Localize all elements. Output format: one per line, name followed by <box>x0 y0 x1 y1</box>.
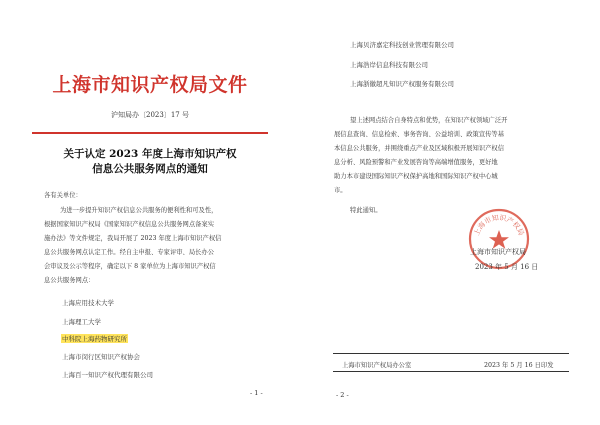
notice-title-line-1: 关于认定 2023 年度上海市知识产权 <box>63 148 237 160</box>
footer-print-date: 2023 年 5 月 16 日印发 <box>484 362 554 369</box>
signature-date: 2023 年 5 月 16 日 <box>475 263 539 271</box>
closing-text: 特此通知。 <box>350 207 382 214</box>
seal-text: 上海市知识产权局 <box>472 213 526 237</box>
official-seal-icon <box>468 208 530 270</box>
footer-office: 上海市知识产权局办公室 <box>342 362 412 369</box>
list-item: 上海市闵行区知识产权协会 <box>62 353 140 361</box>
body-line: 展信息查询、信息检索、事务咨询、公益培训、政策宣传等基 <box>334 131 505 138</box>
body-line: 本信息公共服务，并围绕重点产业及区域积极开展知识产权信 <box>334 145 505 152</box>
list-item: 上海浙徽超凡知识产权服务有限公司 <box>350 80 454 88</box>
list-item: 上海应用技术大学 <box>62 299 114 307</box>
body-line: 息公共服务网点： <box>44 277 95 284</box>
body-line: 根据国家知识产权局《国家知识产权信息公共服务网点备案实 <box>44 221 215 228</box>
body-line: 为进一步提升知识产权信息公共服务的便利性和可及性， <box>60 207 218 214</box>
body-line: 息公共服务网点认定工作。经自主申报、专家评审、局长办公 <box>44 249 215 256</box>
body-line: 息分析、风险预警和产业发展咨询等高端增值服务，更好地 <box>334 159 498 166</box>
body-line: 施办法》等文件规定，我局开展了 2023 年度上海市知识产权信 <box>44 235 222 242</box>
signature-org: 上海市知识产权局 <box>470 248 526 256</box>
list-item: 上海贝济嘉定科技创业管理有限公司 <box>350 41 454 49</box>
body-line: 望上述网点结合自身特点和优势，在知识产权领域广泛开 <box>350 117 508 124</box>
list-item-highlighted: 中科院上海药物研究所 <box>62 335 127 343</box>
list-item: 上海理工大学 <box>62 318 101 326</box>
body-line: 助力本市建设国际知识产权保护高地和国际知识产权中心城 <box>334 173 498 180</box>
list-item: 上海百一知识产权代理有限公司 <box>62 371 153 379</box>
page-number: - 2 - <box>336 391 349 399</box>
document-header-title: 上海市知识产权局文件 <box>52 74 248 96</box>
notice-title-line-2: 信息公共服务网点的通知 <box>92 163 208 175</box>
salutation: 各有关单位： <box>44 192 82 199</box>
body-line: 市。 <box>334 187 347 194</box>
footer-rule-bottom <box>333 371 569 372</box>
red-divider <box>32 132 268 134</box>
page-number: - 1 - <box>250 389 263 397</box>
footer-rule-top <box>333 353 569 354</box>
document-number: 沪知局办〔2023〕17 号 <box>111 111 189 119</box>
list-item: 上海浩岸信息科技有限公司 <box>350 61 428 69</box>
body-line: 会审议及公示等程序，确定以下 8 家单位为上海市知识产权信 <box>44 263 216 270</box>
